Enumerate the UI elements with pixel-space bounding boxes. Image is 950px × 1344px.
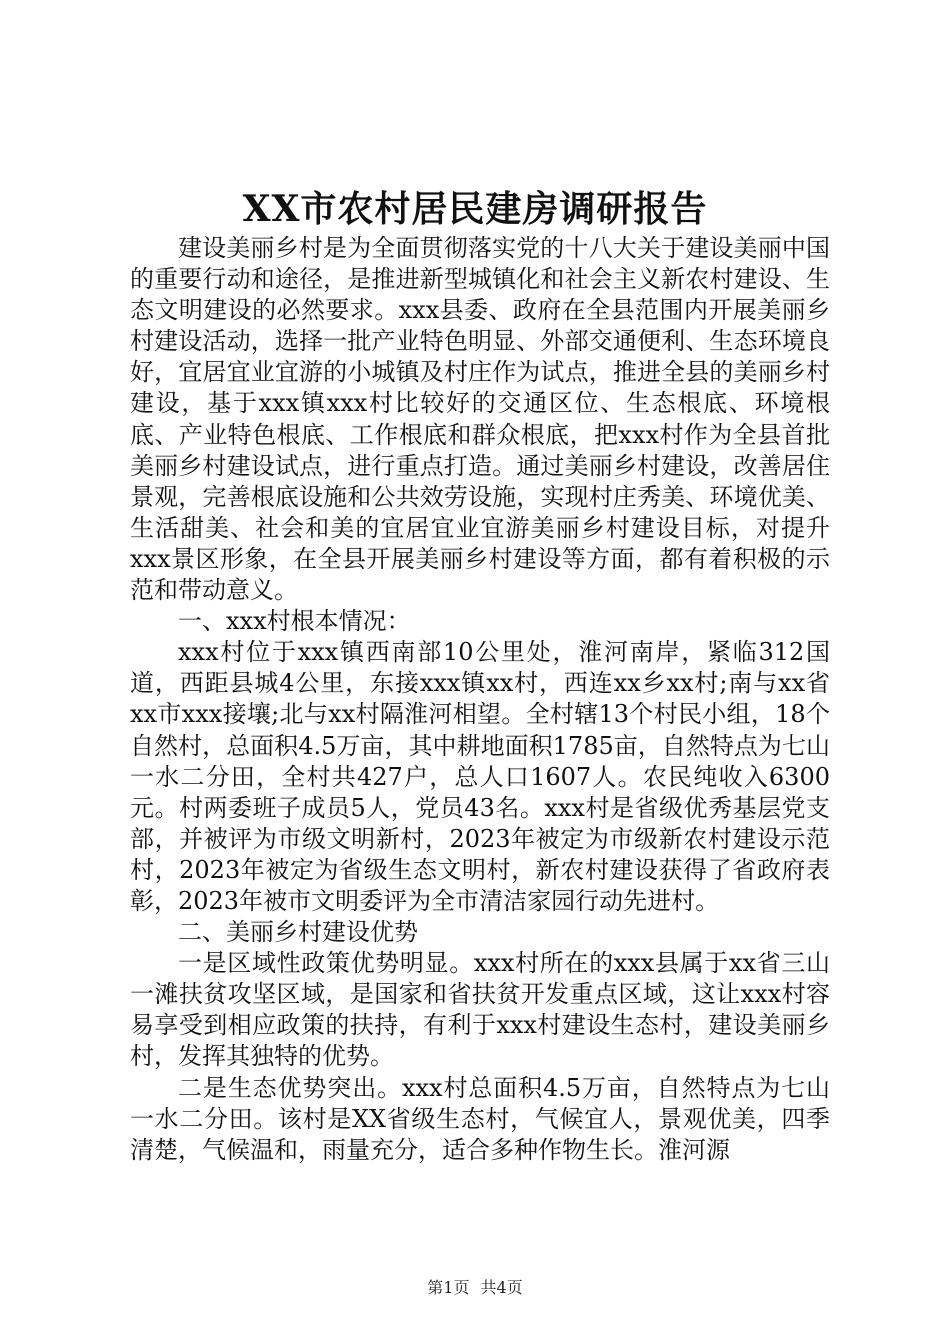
intro-paragraph: 建设美丽乡村是为全面贯彻落实党的十八大关于建设美丽中国的重要行动和途径，是推进新型城镇化和社会主义新农村建设、生态文明建设的必然要求。xxx县委、政府在全县范围内开展美丽乡村建设活动，选择一批产业特色明显、外部交通便利、生态环境良好，宜居宜业宜游的小城镇及村庄作为试点，推进全县的美丽乡村建设，基于xxx镇xxx村比较好的交通区位、生态根底、环境根底、产业特色根底、工作根底和群众根底，把xxx村作为全县首批美丽乡村建设试点，进行重点打造。通过美丽乡村建设，改善居住景观，完善根底设施和公共效劳设施，实现村庄秀美、环境优美、生活甜美、社会和美的宜居宜业宜游美丽乡村建设目标，对提升xxx景区形象，在全县开展美丽乡村建设等方面，都有着积极的示范和带动意义。 [130,234,830,605]
section-heading-basic-info: 一、xxx村根本情况： [178,607,411,636]
advantage-policy-paragraph: 一是区域性政策优势明显。xxx村所在的xxx县属于xx省三山一滩扶贫攻坚区域，是国家和省扶贫开发重点区域，这让xxx村容易享受到相应政策的扶持，有利于xxx村建设生态村，建设美丽乡村，发挥其独特的优势。 [130,949,830,1071]
section-heading-advantages: 二、美丽乡村建设优势 [178,918,418,947]
page-footer [0,1277,950,1299]
document-body [130,233,830,1166]
advantage-ecology-paragraph: 二是生态优势突出。xxx村总面积4.5万亩，自然特点为七山一水二分田。该村是XX省级生态村，气候宜人，景观优美，四季清楚，气候温和，雨量充分，适合多种作物生长。淮河源 [130,1073,830,1164]
basic-info-paragraph: xxx村位于xxx镇西南部10公里处，淮河南岸，紧临312国道，西距县城4公里，东接xxx镇xx村，西连xx乡xx村;南与xx省xx市xxx接壤;北与xx村隔淮河相望。全村辖13个村民小组，18个自然村，总面积4.5万亩，其中耕地面积1785亩，自然特点为七山一水二分田，全村共427户，总人口1607人。农民纯收入6300元。村两委班子成员5人，党员43名。xxx村是省级优秀基层党支部，并被评为市级文明新村，2023年被定为市级新农村建设示范村，2023年被定为省级生态文明村，新农村建设获得了省政府表彰，2023年被市文明委评为全市清洁家园行动先进村。 [130,638,830,915]
page-number: 第1页 [427,1278,470,1297]
document-title: XX市农村居民建房调研报告 [242,188,708,230]
page-total: 共4页 [480,1278,523,1297]
